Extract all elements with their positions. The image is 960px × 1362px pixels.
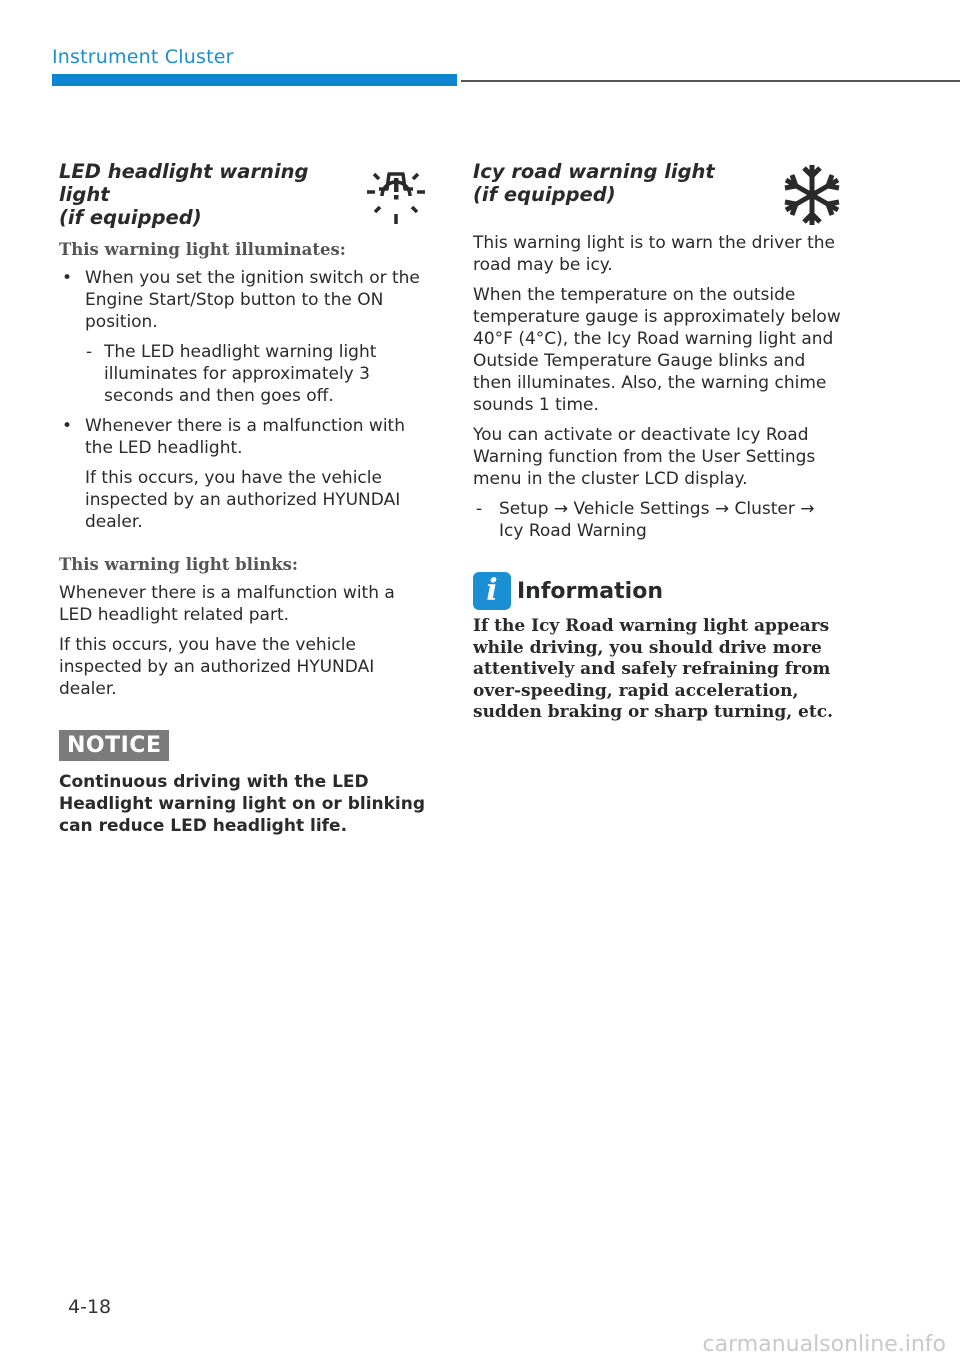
- information-header: [473, 572, 843, 610]
- icy-title-line2: (if equipped): [473, 183, 616, 206]
- icy-title-line1: Icy road warning light: [473, 160, 715, 183]
- notice-text: Continuous driving with the LED Headlight warning light on or blinking can reduce LED headlight life.: [59, 772, 426, 836]
- icy-paragraph-3: You can activate or deactivate Icy Road Warning function from the User Settings menu in the cluster LCD display.: [473, 425, 816, 489]
- header-rule-accent: [52, 74, 457, 86]
- settings-path: [473, 498, 843, 542]
- information-text: If the Icy Road warning light appears while driving, you should drive more attentively and safely refraining from over-speeding, rapid acceleration, sudden braking or sharp turning, etc.: [473, 616, 833, 722]
- settings-path-text: Setup → Vehicle Settings → Cluster → Icy Road Warning: [499, 499, 815, 541]
- led-section-header: [59, 160, 429, 232]
- sub-item-text: The LED headlight warning light illuminates for approximately 3 seconds and then goes off.: [104, 342, 377, 406]
- led-headlight-warning-icon: [365, 160, 427, 226]
- led-title-line2: (if equipped): [59, 206, 202, 229]
- notice-label: NOTICE: [59, 730, 169, 761]
- icy-paragraph-2: When the temperature on the outside temperature gauge is approximately below 40°F (4°C), the Icy Road warning light and Outside Temperature Gauge blinks and then illuminates. Also, the warning chime sounds 1 time.: [473, 285, 841, 415]
- snowflake-icon: [779, 162, 845, 228]
- blinks-heading: This warning light blinks:: [59, 555, 299, 574]
- right-column: [473, 158, 843, 724]
- icy-paragraph-1: This warning light is to warn the driver the road may be icy.: [473, 233, 835, 275]
- header-rule-thin: [461, 80, 960, 82]
- malfunction-note: If this occurs, you have the vehicle inspected by an authorized HYUNDAI dealer.: [85, 468, 401, 532]
- blinks-paragraph-2: If this occurs, you have the vehicle inspected by an authorized HYUNDAI dealer.: [59, 635, 375, 699]
- sub-item-illuminates-3s: [59, 341, 429, 407]
- led-section-title: [59, 160, 359, 229]
- dash-marker: -: [86, 342, 93, 362]
- icy-section-header: [473, 160, 843, 232]
- illuminates-heading: This warning light illuminates:: [59, 240, 346, 259]
- info-icon: i: [473, 572, 511, 610]
- led-title-line1: LED headlight warning light: [59, 160, 309, 206]
- bullet-ignition-on: • When you set the ignition switch or the Engine Start/Stop button to the ON position.: [59, 267, 429, 333]
- bullet-malfunction: • Whenever there is a malfunction with the LED headlight.: [59, 415, 429, 459]
- page-number: 4-18: [68, 1296, 112, 1318]
- icy-section-title: [473, 160, 773, 206]
- blinks-paragraph-1: Whenever there is a malfunction with a LED headlight related part.: [59, 583, 395, 625]
- left-column: [59, 158, 429, 837]
- section-header-title: Instrument Cluster: [52, 46, 234, 68]
- information-title: Information: [517, 578, 663, 604]
- dash-marker: -: [476, 499, 483, 519]
- watermark: carmanualsonline.info: [702, 1332, 946, 1357]
